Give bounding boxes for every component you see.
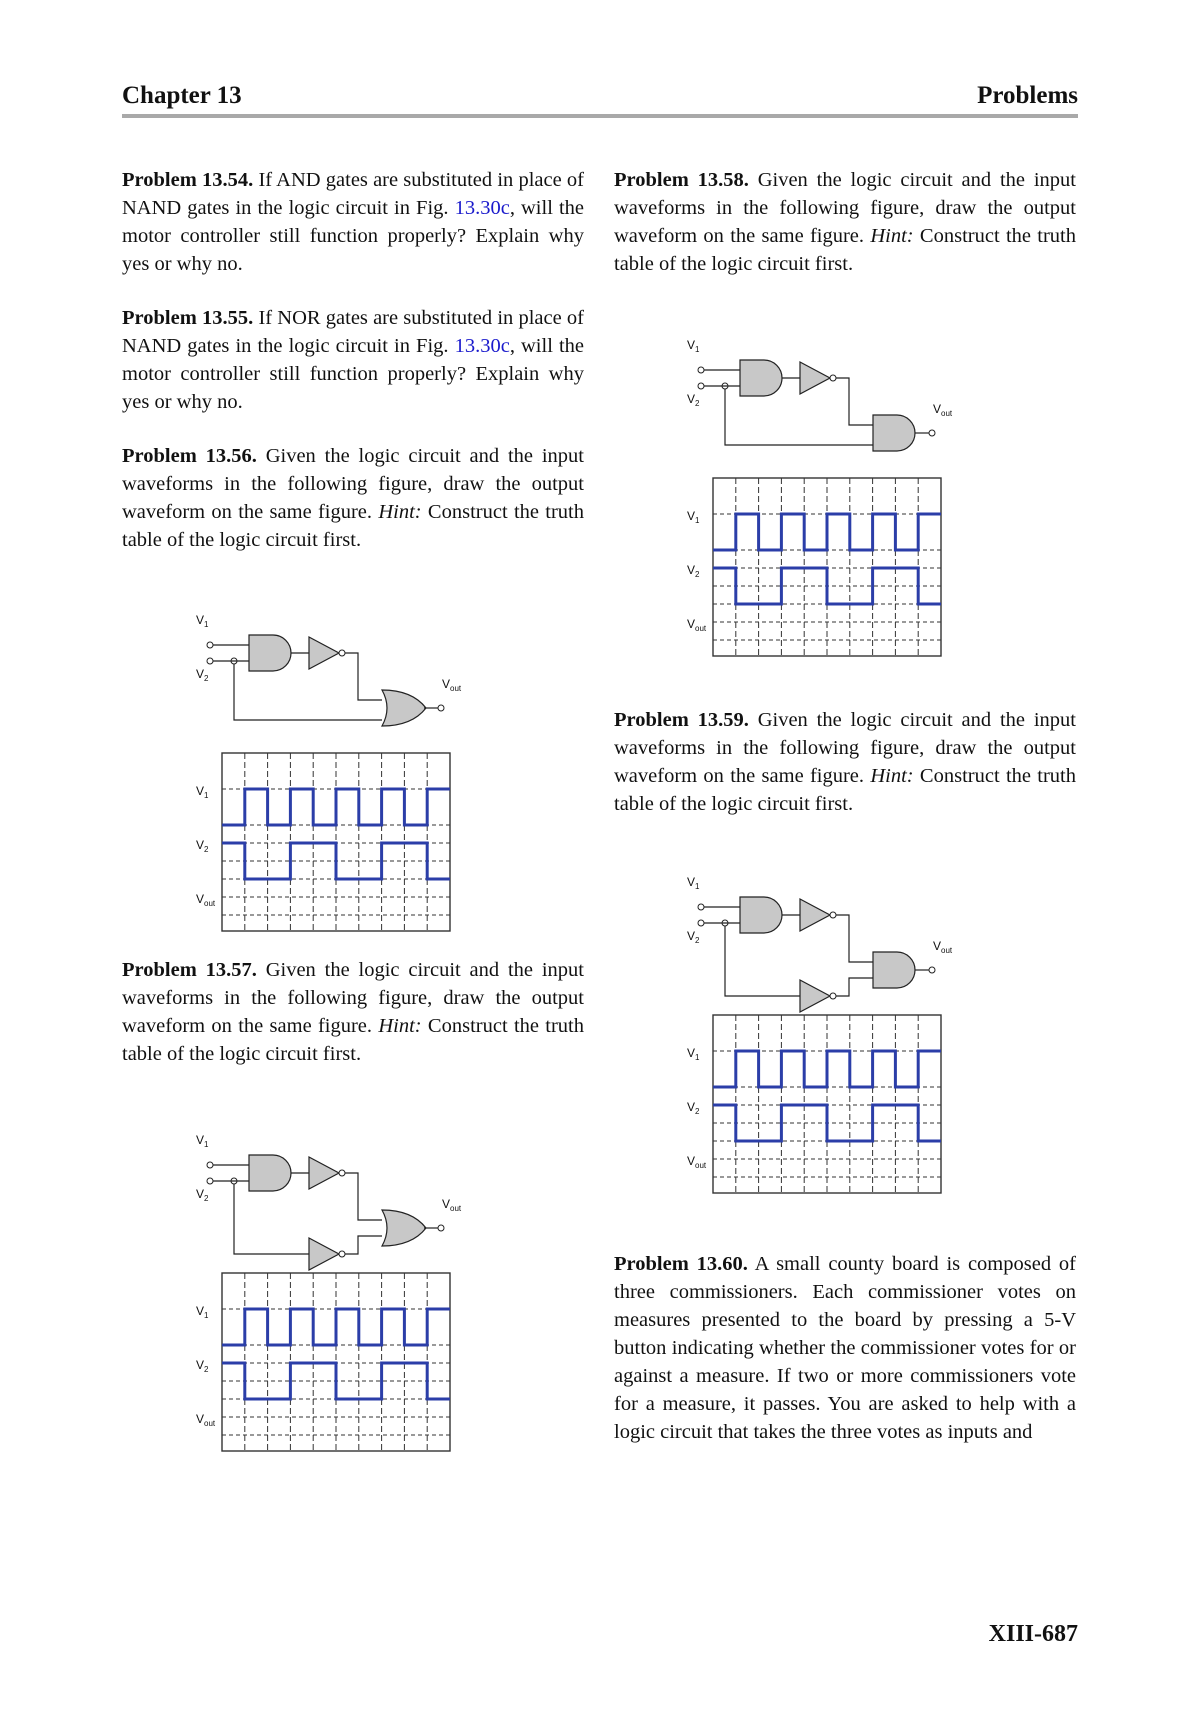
v2-label: $V_2$ xyxy=(687,392,700,408)
v1-label: $V_1$ xyxy=(196,1133,209,1149)
chapter-title: Chapter 13 xyxy=(122,82,242,109)
page-header xyxy=(122,80,1078,118)
not-gate-bubble xyxy=(339,1170,345,1176)
vout-label: $V_{out}$ xyxy=(933,939,953,955)
v2-waveform xyxy=(713,568,941,604)
v1-waveform xyxy=(222,1309,450,1345)
and-gate xyxy=(740,897,782,933)
not-gate-bubble xyxy=(830,912,836,918)
v1-label: $V_1$ xyxy=(687,875,700,891)
figure-link[interactable]: 13.30c xyxy=(454,197,510,219)
vout-label: $V_{out}$ xyxy=(442,1197,462,1213)
right-column-middle xyxy=(614,706,1076,818)
or-gate xyxy=(382,1210,426,1246)
not-out-wire xyxy=(836,915,873,962)
figure-13-57 xyxy=(196,1132,506,1462)
second-not-gate-bubble xyxy=(339,1251,345,1257)
problem-13-59: Problem 13.59. Given the logic circuit and the input waveforms in the following figure, draw the output waveform on the same figure. Hint: Construct the truth table of the logic circuit first. xyxy=(614,709,1077,815)
v1-row-label: $V_1$ xyxy=(196,784,209,800)
figure-13-56 xyxy=(196,612,506,942)
vout-label: $V_{out}$ xyxy=(442,677,462,693)
v2-terminal xyxy=(698,383,704,389)
problem-13-55: Problem 13.55. If NOR gates are substituted in place of NAND gates in the logic circuit in Fig. 13.30c, will the motor controller still function properly? Explain why yes or why no. xyxy=(122,307,585,413)
vout-terminal xyxy=(438,705,444,711)
output-and-gate xyxy=(873,415,915,451)
not-gate xyxy=(800,899,830,931)
v2-waveform xyxy=(222,843,450,879)
v2-row-label: $V_2$ xyxy=(196,838,209,854)
second-not-gate xyxy=(309,1238,339,1270)
right-column-lower xyxy=(614,1250,1076,1446)
second-not-gate-bubble xyxy=(830,993,836,999)
not-out-wire xyxy=(345,653,382,700)
problem-13-56: Problem 13.56. Given the logic circuit and the input waveforms in the following figure, draw the output waveform on the same figure. Hint: Construct the truth table of the logic circuit first. xyxy=(122,445,585,551)
not-out-wire xyxy=(345,1173,382,1220)
v1-label: $V_1$ xyxy=(687,338,700,354)
v1-row-label: $V_1$ xyxy=(687,1046,700,1062)
figure-13-59 xyxy=(687,874,997,1204)
v1-terminal xyxy=(207,1162,213,1168)
vout-row-label: $V_{out}$ xyxy=(687,617,707,633)
v2-terminal xyxy=(698,920,704,926)
vout-row-label: $V_{out}$ xyxy=(687,1154,707,1170)
problem-13-54: Problem 13.54. If AND gates are substituted in place of NAND gates in the logic circuit in Fig. 13.30c, will the motor controller still function properly? Explain why yes or why no. xyxy=(122,169,585,275)
and-gate xyxy=(740,360,782,396)
v1-waveform xyxy=(222,789,450,825)
not-gate xyxy=(800,362,830,394)
v2-to-not-wire xyxy=(234,1184,309,1254)
vout-terminal xyxy=(438,1225,444,1231)
vout-terminal xyxy=(929,430,935,436)
figure-link[interactable]: 13.30c xyxy=(454,335,510,357)
and-gate xyxy=(249,1155,291,1191)
v1-terminal xyxy=(698,367,704,373)
v2-label: $V_2$ xyxy=(196,1187,209,1203)
v2-label: $V_2$ xyxy=(687,929,700,945)
left-column xyxy=(122,166,584,554)
not-gate xyxy=(309,1157,339,1189)
second-not-gate xyxy=(800,980,830,1012)
problem-13-60: Problem 13.60. A small county board is composed of three commissioners. Each commissioner votes on measures presented to the board by pressing a 5-V button indicating whether the commissioner votes for or against a measure. If two or more commissioners vote for a measure, it passes. You are asked to help with a logic circuit that takes the three votes as inputs and xyxy=(614,1253,1076,1443)
v2-label: $V_2$ xyxy=(196,667,209,683)
vout-terminal xyxy=(929,967,935,973)
not-gate-bubble xyxy=(339,650,345,656)
vout-row-label: $V_{out}$ xyxy=(196,892,216,908)
v2-bypass-wire xyxy=(234,664,382,720)
vout-row-label: $V_{out}$ xyxy=(196,1412,216,1428)
v1-terminal xyxy=(207,642,213,648)
v1-waveform xyxy=(713,1051,941,1087)
or-gate xyxy=(382,690,426,726)
second-not-out-wire xyxy=(836,978,873,996)
and-gate xyxy=(249,635,291,671)
v1-label: $V_1$ xyxy=(196,613,209,629)
right-column xyxy=(614,166,1076,278)
v2-terminal xyxy=(207,1178,213,1184)
v2-bypass-wire xyxy=(725,389,873,445)
left-column-lower xyxy=(122,956,584,1068)
vout-label: $V_{out}$ xyxy=(933,402,953,418)
v2-terminal xyxy=(207,658,213,664)
not-gate-bubble xyxy=(830,375,836,381)
output-and-gate xyxy=(873,952,915,988)
problem-13-58: Problem 13.58. Given the logic circuit and the input waveforms in the following figure, draw the output waveform on the same figure. Hint: Construct the truth table of the logic circuit first. xyxy=(614,169,1077,275)
v2-row-label: $V_2$ xyxy=(196,1358,209,1374)
not-out-wire xyxy=(836,378,873,425)
v2-waveform xyxy=(713,1105,941,1141)
v2-waveform xyxy=(222,1363,450,1399)
section-title: Problems xyxy=(977,82,1078,109)
v1-row-label: $V_1$ xyxy=(196,1304,209,1320)
problem-13-57: Problem 13.57. Given the logic circuit and the input waveforms in the following figure, draw the output waveform on the same figure. Hint: Construct the truth table of the logic circuit first. xyxy=(122,959,585,1065)
v2-to-not-wire xyxy=(725,926,800,996)
v2-row-label: $V_2$ xyxy=(687,1100,700,1116)
page-number: XIII-687 xyxy=(988,1621,1078,1647)
figure-13-58 xyxy=(687,337,997,667)
v1-row-label: $V_1$ xyxy=(687,509,700,525)
v1-terminal xyxy=(698,904,704,910)
second-not-out-wire xyxy=(345,1236,382,1254)
v2-row-label: $V_2$ xyxy=(687,563,700,579)
v1-waveform xyxy=(713,514,941,550)
not-gate xyxy=(309,637,339,669)
